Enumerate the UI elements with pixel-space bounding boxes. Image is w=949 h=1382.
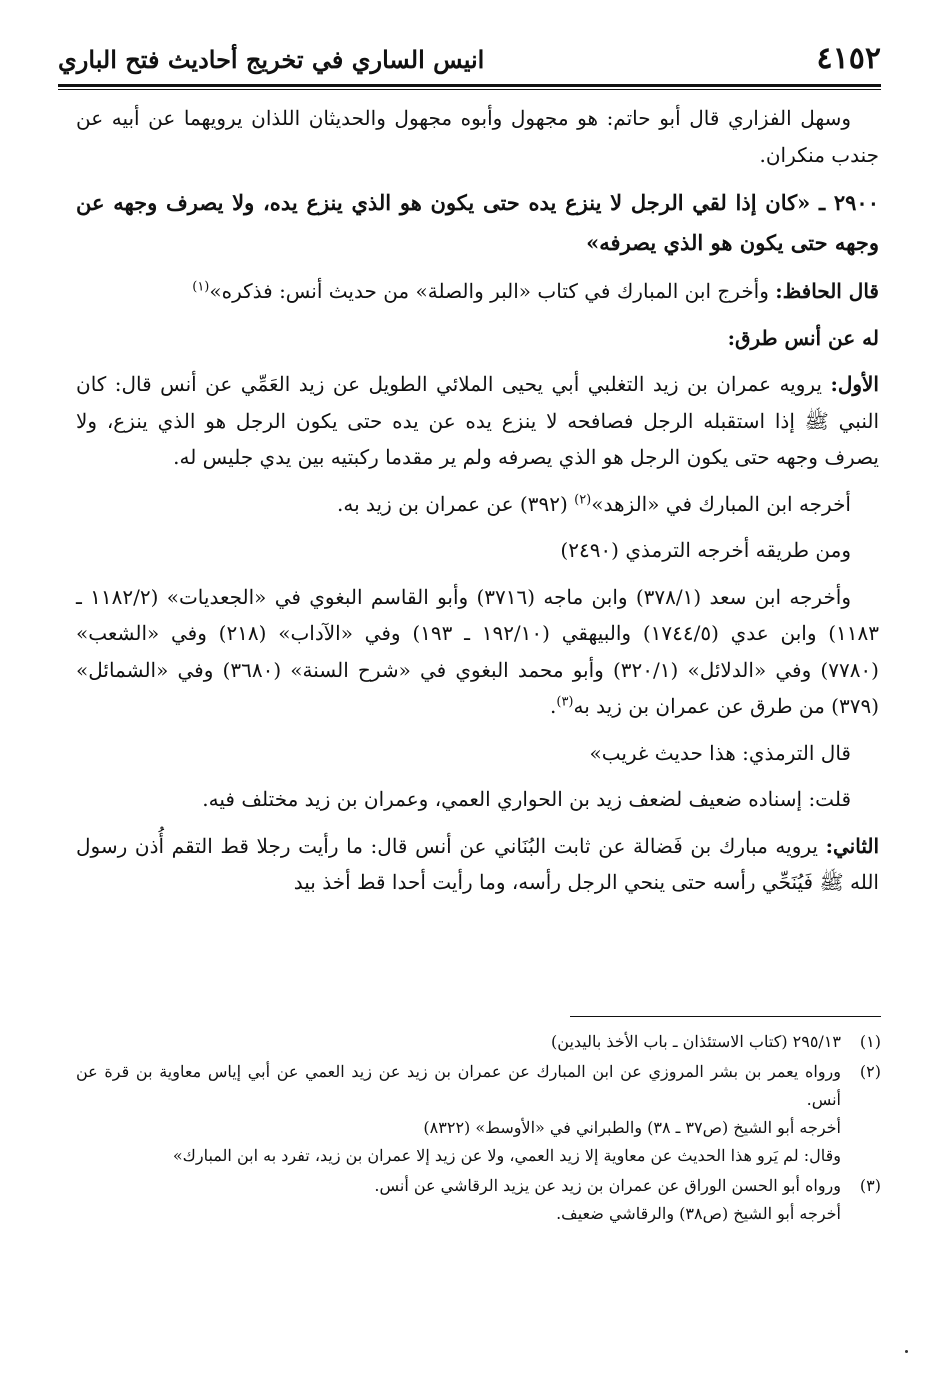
paragraph-second [76, 828, 879, 901]
paragraph-sahl: وسهل الفزاري قال أبو حاتم: هو مجهول وأبوه مجهول والحديثان اللذان يرويهما عن أبيه عن جندب منكران. [76, 106, 879, 167]
footnote-line: أخرجه أبو الشيخ (ص٣٧ ـ ٣٨) والطبراني في «الأوسط» (٨٣٢٢) [423, 1118, 841, 1137]
footnote-line: أخرجه أبو الشيخ (ص٣٨) والرقاشي ضعيف. [556, 1204, 841, 1223]
hadith-text: ٢٩٠٠ ـ «كان إذا لقي الرجل لا ينزع يده حتى يكون هو الذي ينزع يده، ولا يصرف وجهه عن وجهه حتى يكون هو الذي يصرفه» [76, 190, 879, 255]
hafiz-label: قال الحافظ: [775, 279, 879, 303]
zuhd-text-a: أخرجه ابن المبارك في «الزهد» [591, 491, 851, 516]
footnote-line: ٢٩٥/١٣ (كتاب الاستئذان ـ باب الأخذ باليدين) [551, 1032, 841, 1051]
second-text: يرويه مبارك بن فَضالة عن ثابت البُنَاني عن أنس قال: ما رأيت رجلا قط التقم أُذن رسول الله ﷺ فَيُنَحِّي رأسه حتى ينحي الرجل رأسه، وما رأيت أحدا قط أخذ بيد [76, 833, 879, 894]
header-rule [58, 84, 881, 87]
footnote-line: وقال: لم يَرو هذا الحديث عن معاوية إلا زيد العمي، ولا عن زيد إلا عمران بن زيد، تفرد به ابن المبارك» [172, 1146, 841, 1165]
footnote-line: ورواه يعمر بن بشر المروزي عن ابن المبارك عن عمران بن زيد عن زيد العمي عن أبي إياس معاوية بن قرة عن أنس. [76, 1062, 841, 1109]
footnote-ref-1: (١) [192, 279, 210, 295]
footnote-line: ورواه أبو الحسن الوراق عن عمران بن زيد عن يزيد الرقاشي عن أنس. [374, 1176, 841, 1195]
section-heading-turuq: له عن أنس طرق: [727, 325, 879, 350]
footnote-number: (٣) [859, 1176, 881, 1195]
takhrij-end: . [550, 694, 557, 718]
zuhd-text-b: (٣٩٢) عن عمران بن زيد به. [337, 491, 568, 516]
footnote-number: (١) [859, 1032, 881, 1051]
second-label: الثاني: [825, 833, 880, 858]
book-title: انيس الساري في تخريج أحاديث فتح الباري [58, 45, 485, 74]
footnote-body [76, 1172, 841, 1228]
first-label: الأول: [830, 372, 879, 396]
paragraph-hafiz [76, 273, 879, 310]
hafiz-text: وأخرج ابن المبارك في كتاب «البر والصلة» من حديث أنس: فذكره» [209, 279, 769, 303]
footnote-number: (٢) [859, 1062, 881, 1081]
takhrij-text: وأخرجه ابن سعد (٣٧٨/١) وابن ماجه (٣٧١٦) وأبو القاسم البغوي في «الجعديات» (١١٨٢/٢ ـ ١١٨٣) وابن عدي (١٧٤٤/٥) والبيهقي (١٩٢/١٠ ـ ١٩٣) وفي «الآداب» (٢١٨) وفي «الشعب» (٧٧٨٠) وفي «الدلائل» (٣٢٠/١) وأبو محمد البغوي في «شرح السنة» (٣٦٨٠) وفي «الشمائل» (٣٧٩) من طرق عن عمران بن زيد به [76, 584, 879, 718]
footnotes [76, 1028, 881, 1230]
footnote-body [76, 1028, 841, 1056]
paragraph-qultu: قلت: إسناده ضعيف لضعف زيد بن الحواري العمي، وعمران بن زيد مختلف فيه. [202, 787, 851, 811]
footnote-2 [76, 1058, 881, 1170]
paragraph-tirmidhi-said: قال الترمذي: هذا حديث غريب» [589, 740, 851, 765]
main-text [76, 100, 879, 911]
header-rule-thin [58, 89, 881, 90]
footnote-ref-2: (٢) [574, 491, 592, 507]
footnote-3 [76, 1172, 881, 1228]
paragraph-first [76, 366, 879, 476]
paragraph-zuhd [76, 486, 879, 523]
footnote-ref-3: (٣) [556, 694, 574, 710]
footnote-separator [570, 1016, 881, 1017]
first-text: يرويه عمران بن زيد التغلبي أبي يحيى الملائي الطويل عن زيد العَمِّي عن أنس قال: كان النبي ﷺ إذا استقبله الرجل فصافحه لا ينزع يده عن يده حتى يكون الرجل هو الذي ينزع، ولا يصرف وجهه حتى يكون الرجل هو الذي يصرفه ولم ير مقدما ركبتيه بين يدي جليس له. [76, 372, 879, 469]
running-header [58, 32, 881, 82]
paragraph-takhrij [76, 579, 879, 725]
page-number: ٤١٥٢ [816, 41, 881, 76]
footnote-body [76, 1058, 841, 1170]
footnote-1 [76, 1028, 881, 1056]
paragraph-tirmidhi: ومن طريقه أخرجه الترمذي (٢٤٩٠) [560, 538, 851, 562]
scan-speck [905, 1350, 908, 1353]
